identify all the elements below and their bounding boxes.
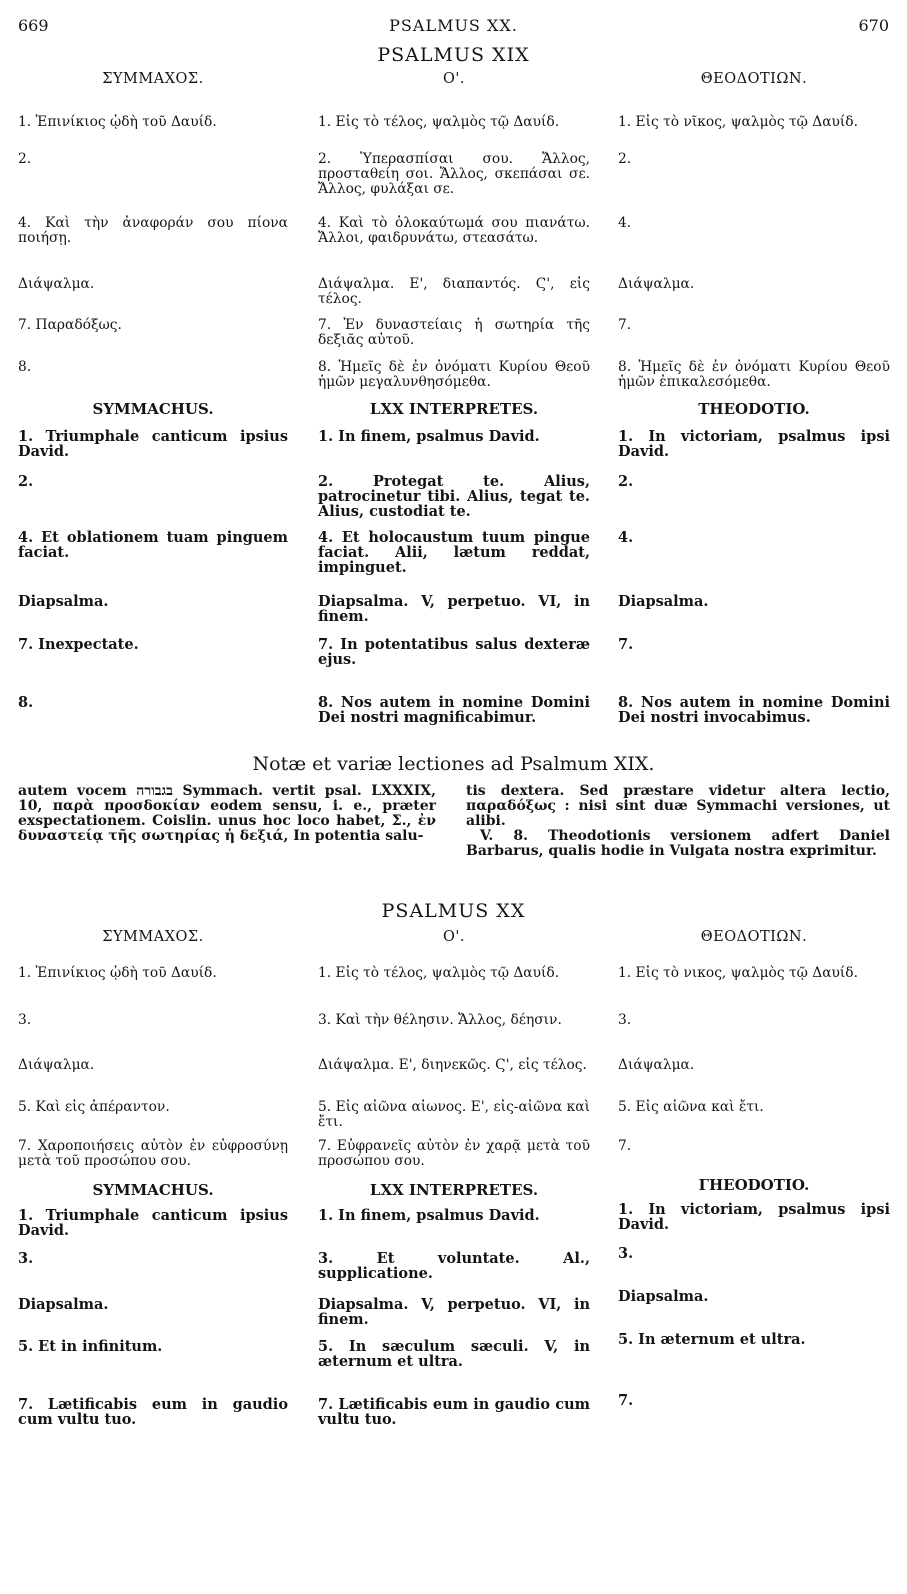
page-number-right: 670 xyxy=(858,16,889,35)
notes-title: Notæ et variæ lectiones ad Psalmum XIX. xyxy=(252,753,655,775)
ps20-latin-theo-v1: 1. In victoriam, psalmus ipsi David. xyxy=(618,1201,890,1233)
ps20-greek-sym-v7: 7. Χαροποιήσεις αὐτὸν ἐν εὐφροσύνῃ μετὰ τοῦ προσώπου σου. xyxy=(18,1138,288,1169)
ps19-greek-lxx-v8: 8. Ἡμεῖς δὲ ἐν ὀνόματι Κυρίου Θεοῦ ἡμῶν μεγαλυνθησόμεθα. xyxy=(318,359,590,390)
ps19-latin-lxx-diapsalma: Diapsalma. V, perpetuo. VI, in finem. xyxy=(318,593,590,625)
ps20-latin-theo-v3: 3. xyxy=(618,1245,634,1262)
ps20-latin-sym-v1: 1. Triumphale canticum ipsius David. xyxy=(18,1207,288,1239)
ps20-greek-sym-v5: 5. Καὶ εἰς ἀπέραντον. xyxy=(18,1099,170,1115)
ps19-latin-sym-v8: 8. xyxy=(18,694,34,711)
ps19-greek-lxx-v1: 1. Εἰς τὸ τέλος, ψαλμὸς τῷ Δαυίδ. xyxy=(318,114,560,130)
ps19-latin-sym-v1: 1. Triumphale canticum ipsius David. xyxy=(18,428,288,460)
ps20-latin-theo-v7: 7. xyxy=(618,1392,634,1409)
ps19-greek-sym-v8: 8. xyxy=(18,359,32,375)
ps19-latin-lxx-v2: 2. Protegat te. Alius, patrocinetur tibi. Alius, tegat te. Alius, custodiat te. xyxy=(318,473,590,520)
ps20-greek-sym-v3: 3. xyxy=(18,1012,32,1028)
ps20-latin-sym-v7: 7. Lætificabis eum in gaudio cum vultu tuo. xyxy=(18,1396,288,1428)
ps20-greek-theo-v3: 3. xyxy=(618,1012,632,1028)
ps19-greek-theo-v1: 1. Εἰς τὸ νῖκος, ψαλμὸς τῷ Δαυίδ. xyxy=(618,114,858,130)
ps20-latin-lxx-v3: 3. Et voluntate. Al., supplicatione. xyxy=(318,1250,590,1282)
ps20-greek-sym-diapsalma: Διάψαλμα. xyxy=(18,1057,95,1073)
ps19-latin-lxx-v1: 1. In finem, psalmus David. xyxy=(318,428,540,445)
ps20-greek-head-theodotion: ΘΕΟΔΟΤΙΩΝ. xyxy=(700,929,808,945)
ps20-latin-sym-v5: 5. Et in infinitum. xyxy=(18,1338,163,1355)
ps20-latin-lxx-v7: 7. Lætificabis eum in gaudio cum vultu tuo. xyxy=(318,1396,590,1428)
ps19-latin-head-symmachus: SYMMACHUS. xyxy=(92,400,214,418)
page-number-left: 669 xyxy=(18,16,49,35)
ps19-latin-sym-diapsalma: Diapsalma. xyxy=(18,593,109,610)
ps20-latin-lxx-diapsalma: Diapsalma. V, perpetuo. VI, in finem. xyxy=(318,1296,590,1328)
ps19-latin-lxx-v8: 8. Nos autem in nomine Domini Dei nostri magnificabimur. xyxy=(318,694,590,726)
ps19-greek-theo-diapsalma: Διάψαλμα. xyxy=(618,276,695,292)
ps19-greek-lxx-diapsalma: Διάψαλμα. Ε', διαπαντός. Ϛ', εἰς τέλος. xyxy=(318,276,590,307)
notes-column-1: autem vocem בגבורה Symmach. vertit psal. LXXXIX, 10, παρὰ προσδοκίαν eodem sensu, i. e., præter exspectationem. Coislin. unus hoc loco habet, Σ., ἐν δυναστείᾳ τῆς σωτηρίας ἡ δεξιά, In potentia salu- xyxy=(18,783,436,844)
ps20-latin-sym-diapsalma: Diapsalma. xyxy=(18,1296,109,1313)
ps19-greek-theo-v2: 2. xyxy=(618,151,632,167)
ps19-greek-theo-v7: 7. xyxy=(618,317,632,333)
notes-column-2 xyxy=(466,784,890,859)
ps19-greek-sym-v4: 4. Καὶ τὴν ἀναφοράν σου πίονα ποιήσῃ. xyxy=(18,215,288,246)
ps19-greek-theo-v4: 4. xyxy=(618,215,632,231)
ps20-greek-lxx-v5: 5. Εἰς αἰῶνα αἰωνος. Ε', εἰς-αἰῶνα καὶ ἔτι. xyxy=(318,1099,590,1130)
ps20-latin-lxx-v5: 5. In sæculum sæculi. V, in æternum et ultra. xyxy=(318,1338,590,1370)
ps20-latin-head-symmachus: SYMMACHUS. xyxy=(92,1181,214,1199)
ps19-greek-lxx-v4: 4. Καὶ τὸ ὁλοκαύτωμά σου πιανάτω. Ἄλλοι, φαιδρυνάτω, στεασάτω. xyxy=(318,215,590,246)
ps20-greek-head-lxx: Ο'. xyxy=(443,929,465,945)
ps19-greek-head-theodotion: ΘΕΟΔΟΤΙΩΝ. xyxy=(700,71,808,87)
ps19-greek-theo-v8: 8. Ἡμεῖς δὲ ἐν ὀνόματι Κυρίου Θεοῦ ἡμῶν ἐπικαλεσόμεθα. xyxy=(618,359,890,390)
ps19-greek-sym-diapsalma: Διάψαλμα. xyxy=(18,276,95,292)
ps20-greek-theo-v7: 7. xyxy=(618,1138,632,1154)
ps19-greek-sym-v7: 7. Παραδόξως. xyxy=(18,317,122,333)
ps20-greek-theo-v1: 1. Εἰς τὸ νικος, ψαλμὸς τῷ Δαυίδ. xyxy=(618,965,858,981)
ps20-greek-head-symmachus: ΣΥΜΜΑΧΟΣ. xyxy=(102,929,204,945)
psalm-20-title: PSALMUS XX xyxy=(381,900,526,922)
ps19-latin-theo-v2: 2. xyxy=(618,473,634,490)
notes-column-2-text-b: V. 8. Theodotionis versionem adfert Daniel Barbarus, qualis hodie in Vulgata nostra exprimitur. xyxy=(466,828,890,859)
running-title: PSALMUS XX. xyxy=(389,16,518,35)
ps19-greek-lxx-v7: 7. Ἐν δυναστείαις ἡ σωτηρία τῆς δεξιᾶς αὐτοῦ. xyxy=(318,317,590,348)
ps20-greek-lxx-v7: 7. Εὐφρανεῖς αὐτὸν ἐν χαρᾷ μετὰ τοῦ προσώπου σου. xyxy=(318,1138,590,1169)
ps19-greek-head-lxx: Ο'. xyxy=(443,71,465,87)
ps19-greek-head-symmachus: ΣΥΜΜΑΧΟΣ. xyxy=(102,71,204,87)
ps19-latin-lxx-v7: 7. In potentatibus salus dexteræ ejus. xyxy=(318,636,590,668)
ps19-latin-lxx-v4: 4. Et holocaustum tuum pingue faciat. Alii, lætum reddat, impinguet. xyxy=(318,529,590,576)
ps19-greek-lxx-v2: 2. Ὑπερασπίσαι σου. Ἄλλος, προσταθείη σοι. Ἄλλος, σκεπάσαι σε. Ἄλλος, φυλάξαι σε. xyxy=(318,151,590,197)
ps20-greek-lxx-v3: 3. Καὶ τὴν θέλησιν. Ἄλλος, δέησιν. xyxy=(318,1012,562,1028)
ps19-latin-sym-v7: 7. Inexpectate. xyxy=(18,636,139,653)
ps19-latin-theo-v7: 7. xyxy=(618,636,634,653)
ps19-latin-head-lxx: LXX INTERPRETES. xyxy=(369,400,539,418)
ps20-latin-theo-v5: 5. In æternum et ultra. xyxy=(618,1331,806,1348)
ps20-latin-theo-diapsalma: Diapsalma. xyxy=(618,1288,709,1305)
ps19-latin-theo-v8: 8. Nos autem in nomine Domini Dei nostri invocabimus. xyxy=(618,694,890,726)
ps19-latin-theo-v4: 4. xyxy=(618,529,634,546)
ps20-greek-lxx-diapsalma: Διάψαλμα. Ε', διηνεκῶς. Ϛ', εἰς τέλος. xyxy=(318,1057,587,1073)
ps20-greek-theo-diapsalma: Διάψαλμα. xyxy=(618,1057,695,1073)
ps19-greek-sym-v2: 2. xyxy=(18,151,32,167)
ps19-latin-theo-diapsalma: Diapsalma. xyxy=(618,593,709,610)
psalm-19-title: PSALMUS XIX xyxy=(377,44,530,66)
ps20-greek-theo-v5: 5. Εἰς αἰῶνα καὶ ἔτι. xyxy=(618,1099,764,1115)
ps20-latin-head-lxx: LXX INTERPRETES. xyxy=(369,1181,539,1199)
ps20-greek-sym-v1: 1. Ἐπινίκιος ᾠδὴ τοῦ Δαυίδ. xyxy=(18,965,217,981)
notes-column-2-text-a: tis dextera. Sed præstare videtur altera lectio, παραδόξως : nisi sint duæ Symmachi versiones, ut alibi. xyxy=(466,783,890,829)
ps19-latin-theo-v1: 1. In victoriam, psalmus ipsi David. xyxy=(618,428,890,460)
ps19-latin-sym-v2: 2. xyxy=(18,473,34,490)
ps20-latin-lxx-v1: 1. In finem, psalmus David. xyxy=(318,1207,540,1224)
ps19-latin-head-theodotio: THEODOTIO. xyxy=(698,400,810,418)
ps20-latin-sym-v3: 3. xyxy=(18,1250,34,1267)
ps20-greek-lxx-v1: 1. Εἰς τὸ τέλος, ψαλμὸς τῷ Δαυίδ. xyxy=(318,965,560,981)
ps20-latin-head-theodotio: ГHEODOTIO. xyxy=(698,1176,810,1194)
ps19-latin-sym-v4: 4. Et oblationem tuam pinguem faciat. xyxy=(18,529,288,561)
ps19-greek-sym-v1: 1. Ἐπινίκιος ᾠδὴ τοῦ Δαυίδ. xyxy=(18,114,217,130)
